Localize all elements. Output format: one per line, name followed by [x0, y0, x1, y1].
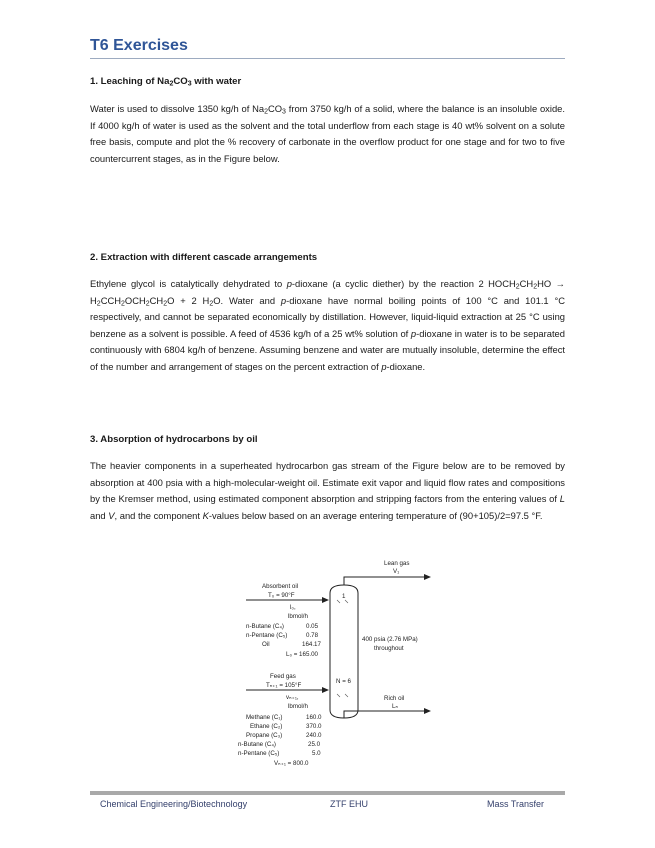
absorbent-comp-value: 0.05: [306, 623, 319, 630]
feed-comp-name: Methane (C₁): [246, 714, 283, 721]
absorbent-l0-label: l₀,: [290, 604, 296, 611]
lean-gas-symbol: V₁: [393, 568, 400, 575]
section-1-text: Water is used to dissolve 1350 kg/h of $Na_2CO_3$ from 3750 kg/h of a solid, where the balance is an insoluble oxide. If 4000 kg/h of water is used as the solvent and the total underflow from each stage is 40 wt% solvent on a solute free basis, compute and plot the % recovery of carbonate in the overflow product for one stage and for two to five countercurrent stages, as in the Figure below.: [90, 103, 565, 164]
absorbent-comp-name: Oil: [262, 641, 270, 648]
footer-right: Mass Transfer: [487, 799, 545, 809]
feed-comp-value: 240.0: [306, 732, 322, 739]
absorbent-comp-value: 164.17: [302, 641, 321, 648]
lean-gas-outlet-arrow: [344, 577, 430, 585]
absorber-column: [330, 585, 358, 718]
rich-oil-label: Rich oil: [384, 695, 405, 702]
section-3-text: The heavier components in a superheated hydrocarbon gas stream of the Figure below are to be removed by absorption at 400 psia with a high-molecular-weight oil. Estimate exit vapor and liquid flow rates and compositions by the Kremser method, using estimated component absorption and stripping factors from the entering values of L and V, and the component K-values below based on an average entering temperature of (90+105)/2=97.5 °F.: [90, 460, 565, 521]
footer-rule: [90, 791, 565, 795]
column-pressure-label: 400 psia (2.76 MPa): [362, 636, 418, 643]
lean-gas-label: Lean gas: [384, 560, 410, 567]
absorbent-unit: lbmol/h: [288, 613, 308, 620]
page-title: T6 Exercises: [90, 37, 188, 54]
section-1-heading: 1. Leaching of $Na_2CO_3$ with water: [90, 76, 242, 88]
feed-comp-value: 370.0: [306, 723, 322, 730]
feed-total: Vₙ₊₁ = 800.0: [274, 760, 309, 767]
feed-gas-temperature: Tₙ₊₁ = 105°F: [266, 682, 302, 689]
section-2-heading: 2. Extraction with different cascade arrangements: [90, 252, 318, 263]
absorbent-temperature: T₀ = 90°F: [268, 592, 295, 599]
feed-comp-value: 160.0: [306, 714, 322, 721]
footer-left: Chemical Engineering/Biotechnology: [100, 799, 248, 809]
feed-unit: lbmol/h: [288, 703, 308, 710]
feed-vn-label: vₙ₊₁,: [286, 694, 299, 701]
absorbent-oil-label: Absorbent oil: [262, 583, 299, 590]
stage-top-label: 1: [342, 593, 346, 600]
absorbent-comp-name: n-Butane (C₄): [246, 623, 284, 630]
feed-comp-name: Propane (C₃): [246, 732, 283, 739]
feed-comp-value: 25.0: [308, 741, 321, 748]
column-pressure-note: throughout: [374, 645, 404, 652]
feed-comp-name: n-Butane (C₄): [238, 741, 276, 748]
feed-comp-value: 5.0: [312, 750, 321, 757]
feed-comp-name: Ethane (C₂): [250, 723, 283, 730]
section-2-text: Ethylene glycol is catalytically dehydrated to p-dioxane (a cyclic diether) by the reaction 2 $HOCH_2CH_2HO \to H_2CCH_2OCH_2CH_2O + 2$ $H_2O$. Water and p-dioxane have normal boiling points of 100 °C and 101.1 °C respectively, and cannot be separated economically by distillation. However, liquid-liquid extraction at 25 °C using benzene as a solvent is possible. A feed of 4536 kg/h of a 25 wt% solution of p-dioxane in water is to be separated continuously with 6804 kg/h of benzene. Assuming benzene and water are mutually insoluble, determine the effect of the number and arrangement of stages on the percent extraction of p-dioxane.: [90, 278, 565, 372]
feed-gas-label: Feed gas: [270, 673, 296, 680]
section-3-heading: 3. Absorption of hydrocarbons by oil: [90, 434, 258, 445]
absorbent-total: L₀ = 165.00: [286, 651, 318, 658]
feed-comp-name: n-Pentane (C₅): [238, 750, 280, 757]
footer-center: ZTF EHU: [330, 799, 368, 809]
stage-bottom-label: N = 6: [336, 678, 351, 685]
absorbent-comp-value: 0.78: [306, 632, 319, 639]
absorbent-comp-name: n-Pentane (C₅): [246, 632, 288, 639]
rich-oil-symbol: Lₙ: [392, 703, 398, 710]
